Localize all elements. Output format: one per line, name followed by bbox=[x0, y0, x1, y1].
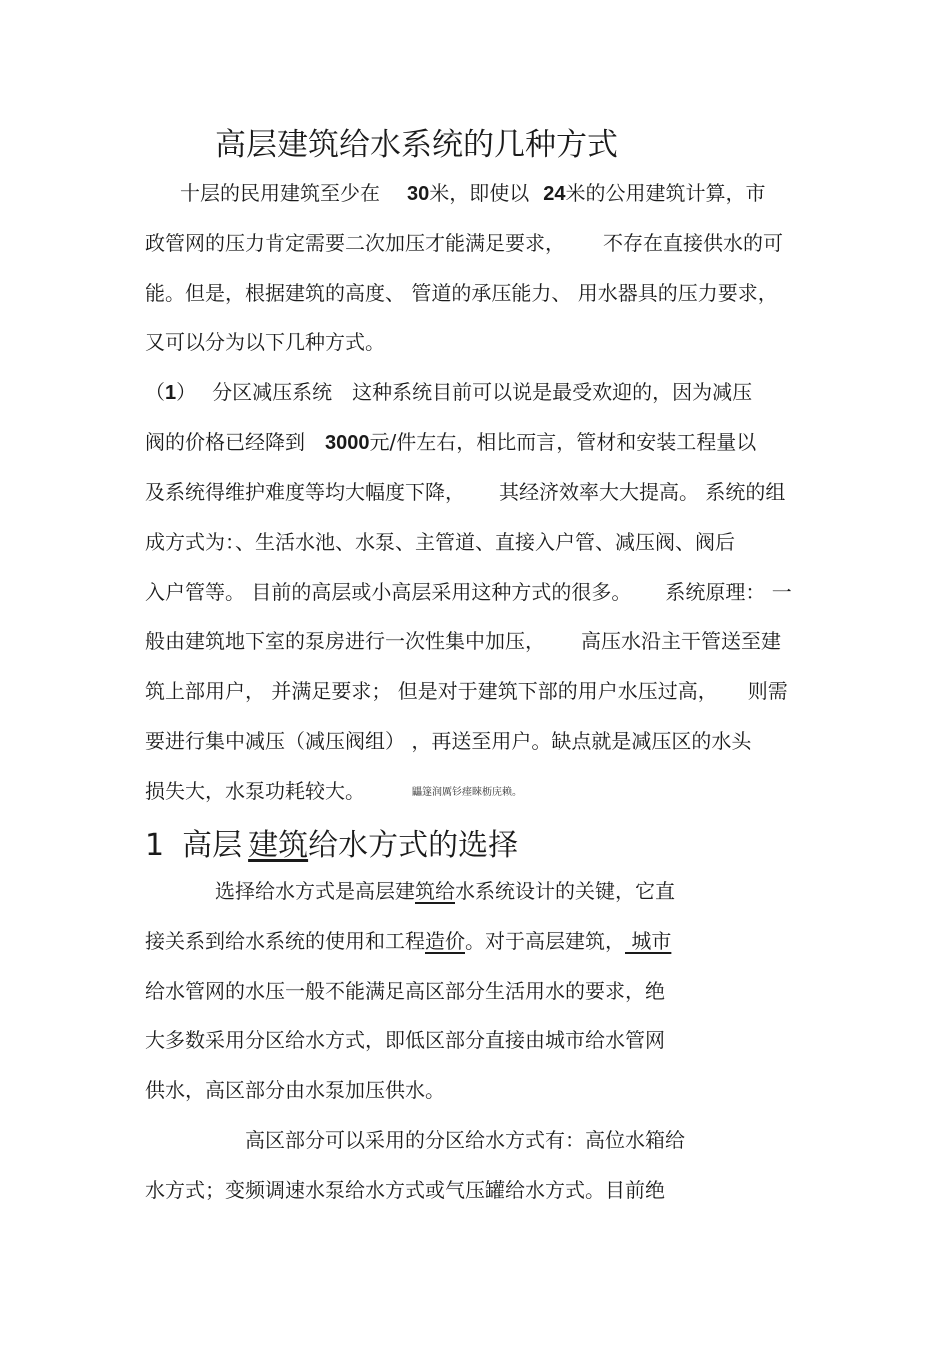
para1-line1: 十层的民用建筑至少在 30米，即使以 24米的公用建筑计算，市 bbox=[180, 181, 766, 205]
para4-line1: 高区部分可以采用的分区给水方式有：高位水箱给 bbox=[245, 1128, 685, 1152]
para3-line5: 供水，高区部分由水泵加压供水。 bbox=[145, 1078, 445, 1102]
para1-line4: 又可以分为以下几种方式。 bbox=[145, 330, 385, 354]
para3-line1: 选择给水方式是高层建筑给水系统设计的关键，它直 bbox=[215, 879, 675, 903]
para2-line4: 成方式为：、生活水池、水泵、主管道、直接入户管、减压阀、阀后 bbox=[145, 530, 735, 554]
para2-line7: 筑上部用户， 并满足要求； 但是对于建筑下部的用户水压过高， 则需 bbox=[145, 679, 788, 703]
para1-line2: 政管网的压力肯定需要二次加压才能满足要求， 不存在直接供水的可 bbox=[145, 231, 783, 255]
para2-line2: 阀的价格已经降到 3000元/件左右，相比而言，管材和安装工程量以 bbox=[145, 430, 757, 454]
para4-line2: 水方式；变频调速水泵给水方式或气压罐给水方式。目前绝 bbox=[145, 1178, 665, 1202]
para3-line2: 接关系到给水系统的使用和工程造价。对于高层建筑， 城市 bbox=[145, 929, 672, 953]
para3-line4: 大多数采用分区给水方式，即低区部分直接由城市给水管网 bbox=[145, 1028, 665, 1052]
section-heading-link: 建筑 bbox=[248, 828, 309, 863]
para2-line5: 入户管等。 目前的高层或小高层采用这种方式的很多。 系统原理： 一 bbox=[145, 580, 792, 604]
para2-line6: 般由建筑地下室的泵房进行一次性集中加压， 高压水沿主干管送至建 bbox=[145, 629, 781, 653]
section-heading: 1 高层 建筑给水方式的选择 bbox=[145, 828, 519, 863]
para2-line3: 及系统得维护难度等均大幅度下降， 其经济效率大大提高。 系统的组 bbox=[145, 480, 786, 504]
para2-line1: （1） 分区减压系统 这种系统目前可以说是最受欢迎的，因为减压 bbox=[145, 380, 753, 404]
document-title: 高层建筑给水系统的几种方式 bbox=[215, 127, 618, 163]
garbled-footnote: 鼺篴润厲钐瘗睞枥庑赖。 bbox=[412, 787, 522, 798]
para3-line3: 给水管网的水压一般不能满足高区部分生活用水的要求，绝 bbox=[145, 979, 665, 1003]
para1-line3: 能。但是，根据建筑的高度、 管道的承压能力、 用水器具的压力要求， bbox=[145, 281, 778, 305]
para2-line9: 损失大，水泵功耗较大。 bbox=[145, 779, 365, 803]
para2-line8: 要进行集中减压（减压阀组） ，再送至用户。缺点就是减压区的水头 bbox=[145, 729, 752, 753]
